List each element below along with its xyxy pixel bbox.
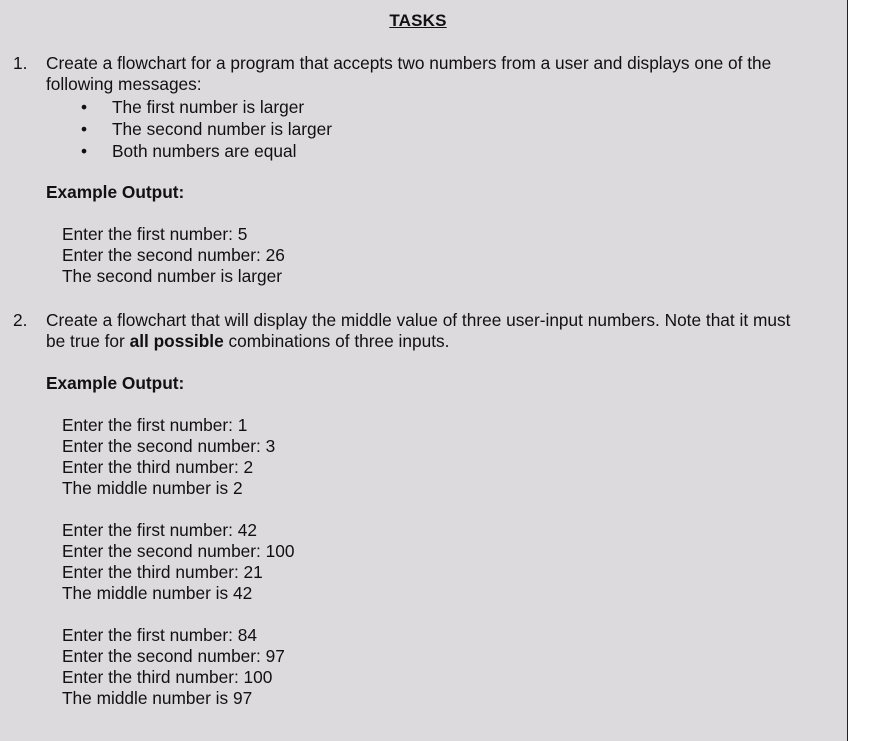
example-line: Enter the third number: 2: [62, 457, 254, 477]
task-2-line-2-pre: be true for: [46, 331, 130, 351]
task-1-line-1: Create a flowchart for a program that accepts two numbers from a user and displays one of the: [46, 53, 772, 73]
example-line: Enter the first number: 5: [62, 224, 248, 244]
example-line: The middle number is 42: [62, 583, 253, 603]
bullet-icon: •: [81, 97, 88, 117]
task-2-line-1: Create a flowchart that will display the middle value of three user-input numbers. Note that it must: [46, 310, 791, 330]
list-item: [46, 140, 836, 162]
task-2-body: [46, 310, 836, 709]
task-2-number: 2.: [13, 310, 28, 330]
task-1-number: 1.: [13, 53, 28, 73]
task-1-bullet-list: [46, 96, 836, 162]
task-2-line-2-bold: all possible: [129, 331, 224, 351]
bullet-text: Both numbers are equal: [112, 141, 297, 161]
task-2-example-1: [62, 415, 852, 499]
bullet-icon: •: [81, 141, 88, 161]
example-line: Enter the second number: 97: [62, 646, 285, 666]
task-1-example-heading: Example Output:: [46, 182, 185, 202]
task-1-body: [46, 53, 836, 287]
task-2-example-2: [62, 520, 852, 604]
bullet-icon: •: [81, 119, 88, 139]
example-line: The second number is larger: [62, 266, 282, 286]
list-item: [46, 96, 836, 118]
task-1-line-2: following messages:: [46, 74, 202, 94]
list-item: [46, 118, 836, 140]
example-line: Enter the third number: 21: [62, 562, 263, 582]
example-line: Enter the second number: 3: [62, 436, 276, 456]
example-line: Enter the second number: 26: [62, 245, 285, 265]
bullet-text: The first number is larger: [112, 97, 305, 117]
task-2-line-2: [46, 331, 836, 352]
task-2-line-2-post: combinations of three inputs.: [223, 331, 450, 351]
page-title: TASKS: [389, 11, 447, 30]
example-line: Enter the first number: 42: [62, 520, 257, 540]
example-line: Enter the first number: 84: [62, 625, 257, 645]
example-line: Enter the second number: 100: [62, 541, 295, 561]
task-2-example-heading: Example Output:: [46, 373, 185, 393]
example-line: The middle number is 97: [62, 688, 253, 708]
task-2-example-3: [62, 625, 852, 709]
example-line: The middle number is 2: [62, 478, 243, 498]
bullet-text: The second number is larger: [112, 119, 332, 139]
task-1-example-output: [62, 224, 852, 287]
example-line: Enter the third number: 100: [62, 667, 273, 687]
example-line: Enter the first number: 1: [62, 415, 248, 435]
